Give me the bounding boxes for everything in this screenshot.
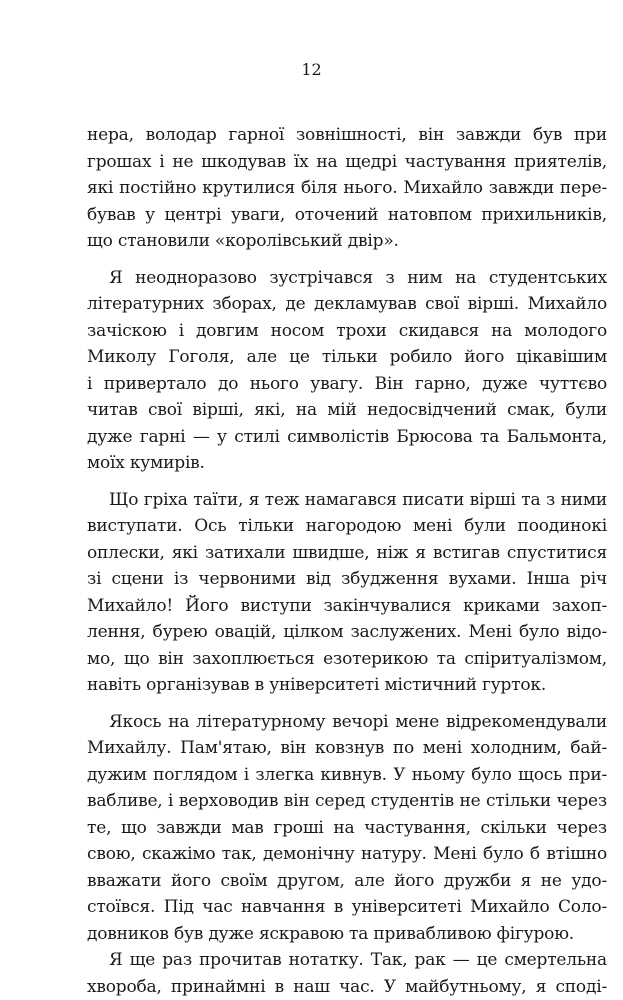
text-line: Якось на літературному вечорі мене відрекомендували <box>87 709 607 736</box>
text-line: Я ще раз прочитав нотатку. Так, рак — це смертельна <box>87 947 607 974</box>
text-line: виступати. Ось тільки нагородою мені були поодинокі <box>87 513 607 540</box>
text-line: нера, володар гарної зовнішності, він завжди був при <box>87 122 607 149</box>
text-line: Михайлу. Пам'ятаю, він ковзнув по мені холодним, бай- <box>87 735 607 762</box>
text-line: те, що завжди мав гроші на частування, скільки через <box>87 815 607 842</box>
text-line: хвороба, принаймні в наш час. У майбутньому, я сподi- <box>87 974 607 1000</box>
text-line: стоївся. Під час навчання в університеті Михайло Соло- <box>87 894 607 921</box>
text-line: вважати його своїм другом, але його дружби я не удо- <box>87 868 607 895</box>
text-line: Я неодноразово зустрічався з ним на студентських <box>87 265 607 292</box>
page-number: 12 <box>0 60 623 80</box>
text-line: Що гріха таїти, я теж намагався писати вірші та з ними <box>87 487 607 514</box>
text-line: довников був дуже яскравою та привабливою фігурою. <box>87 921 607 948</box>
text-line: мо, що він захоплюється езотерикою та спіритуалізмом, <box>87 646 607 673</box>
paragraph-2 <box>87 265 607 477</box>
text-line: навіть організував в університеті містичний гурток. <box>87 672 607 699</box>
paragraph-4 <box>87 709 607 948</box>
text-line: грошах і не шкодував їх на щедрі частування приятелів, <box>87 149 607 176</box>
text-line: свою, скажімо так, демонічну натуру. Мені було б втішно <box>87 841 607 868</box>
body-text <box>87 122 607 1000</box>
text-line: Михайло! Його виступи закінчувалися криками захоп- <box>87 593 607 620</box>
text-line: і привертало до нього увагу. Він гарно, дуже чуттєво <box>87 371 607 398</box>
text-line: що становили «королівський двір». <box>87 228 607 255</box>
text-line: бував у центрі уваги, оточений натовпом прихильників, <box>87 202 607 229</box>
paragraph-3 <box>87 487 607 699</box>
text-line: дужим поглядом і злегка кивнув. У ньому було щось при- <box>87 762 607 789</box>
text-line: оплески, які затихали швидше, ніж я встигав спуститися <box>87 540 607 567</box>
text-line: які постійно крутилися біля нього. Михайло завжди пере- <box>87 175 607 202</box>
text-line: моїх кумирів. <box>87 450 607 477</box>
text-line: вабливе, і верховодив він серед студентів не стільки через <box>87 788 607 815</box>
paragraph-1 <box>87 122 607 255</box>
text-line: лення, бурею овацій, цілком заслужених. Мені було відо- <box>87 619 607 646</box>
text-line: зі сцени із червоними від збудження вухами. Інша річ <box>87 566 607 593</box>
text-line: літературних зборах, де декламував свої вірші. Михайло <box>87 291 607 318</box>
text-line: зачіскою і довгим носом трохи скидався на молодого <box>87 318 607 345</box>
text-line: Миколу Гоголя, але це тільки робило його цікавішим <box>87 344 607 371</box>
text-line: читав свої вірші, які, на мій недосвідчений смак, були <box>87 397 607 424</box>
paragraph-5 <box>87 947 607 1000</box>
text-line: дуже гарні — у стилі символістів Брюсова та Бальмонта, <box>87 424 607 451</box>
